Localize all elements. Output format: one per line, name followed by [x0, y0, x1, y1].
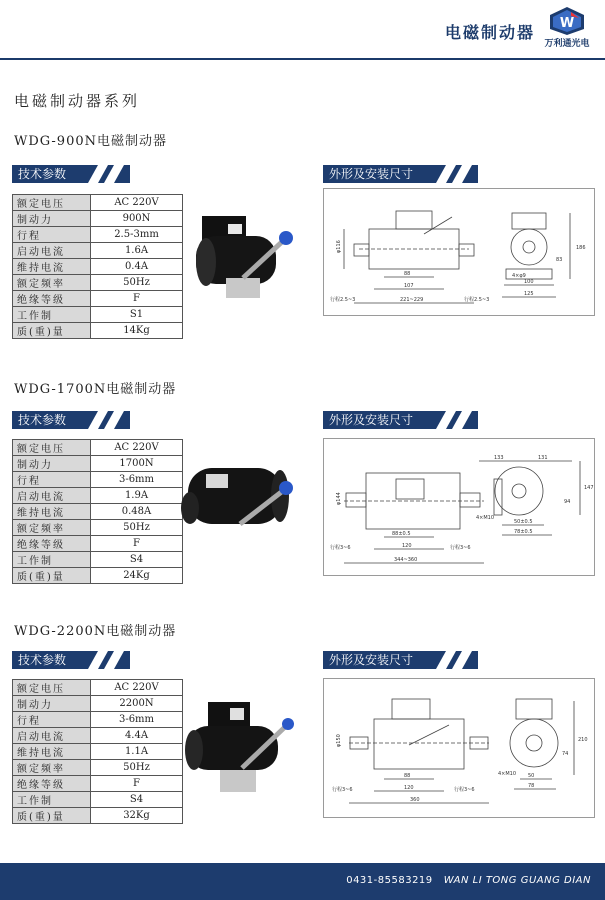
dim-label: 360 [410, 797, 420, 803]
svg-text:W: W [559, 16, 575, 31]
drawing-svg [324, 439, 596, 577]
stripes-icon [430, 165, 478, 183]
dim-label: 344~360 [394, 557, 418, 563]
spec-row [13, 552, 183, 568]
dim-label: 行程2.5~3 [464, 297, 490, 303]
logo-icon [541, 6, 593, 36]
spec-value: S1 [91, 307, 183, 323]
dim-label: 107 [404, 283, 414, 289]
dim-band [323, 411, 478, 429]
spec-table [12, 194, 183, 339]
footer-contact [346, 875, 591, 886]
spec-value: 2.5-3mm [91, 227, 183, 243]
spec-row [13, 696, 183, 712]
product-section-1700n [0, 378, 605, 598]
spec-value: 0.48A [91, 504, 183, 520]
dim-label: 行程3~6 [450, 545, 471, 551]
spec-row [13, 536, 183, 552]
spec-value: S4 [91, 552, 183, 568]
spec-value: AC 220V [91, 195, 183, 211]
dim-label: 4×φ9 [512, 273, 526, 279]
spec-value: 14Kg [91, 323, 183, 339]
spec-row [13, 227, 183, 243]
brand-logo [541, 6, 593, 50]
dimension-drawing [323, 438, 595, 576]
dim-label: 78 [528, 783, 535, 789]
spec-key: 绝缘等级 [13, 776, 91, 792]
spec-table [12, 439, 183, 584]
dim-label: 行程3~6 [332, 787, 353, 793]
spec-value: F [91, 536, 183, 552]
dim-label: φ144 [336, 492, 342, 505]
dim-label: 186 [576, 245, 586, 251]
spec-value: 50Hz [91, 520, 183, 536]
dim-label: 88 [404, 271, 411, 277]
dim-label: 125 [524, 291, 534, 297]
model-title: WDG-1700N电磁制动器 [14, 382, 177, 397]
spec-value: 2200N [91, 696, 183, 712]
dim-label: 88 [404, 773, 411, 779]
dim-label: 78±0.5 [514, 529, 533, 535]
dim-label: 120 [402, 543, 412, 549]
page-title: 电磁制动器系列 [14, 92, 141, 110]
page-header [0, 0, 605, 58]
brake-photo [188, 208, 300, 308]
spec-row [13, 456, 183, 472]
spec-value: 32Kg [91, 808, 183, 824]
spec-row [13, 440, 183, 456]
product-section-2200n [0, 620, 605, 840]
spec-row [13, 211, 183, 227]
spec-band-label: 技术参数 [18, 413, 67, 427]
dim-label: 4×M10 [476, 515, 495, 521]
spec-key: 启动电流 [13, 728, 91, 744]
spec-row [13, 195, 183, 211]
dim-band-label: 外形及安装尺寸 [329, 653, 414, 667]
dim-label: 50 [528, 773, 535, 779]
spec-table [12, 679, 183, 824]
spec-band [12, 411, 130, 429]
spec-value: 0.4A [91, 259, 183, 275]
spec-key: 质(重)量 [13, 568, 91, 584]
spec-band-label: 技术参数 [18, 653, 67, 667]
spec-row [13, 760, 183, 776]
drawing-svg [324, 679, 596, 819]
dim-label: 83 [556, 257, 563, 263]
dim-label: 行程3~6 [330, 545, 351, 551]
spec-row [13, 680, 183, 696]
page-footer [0, 863, 605, 900]
spec-key: 维持电流 [13, 259, 91, 275]
brake-photo [176, 460, 302, 546]
spec-value: 50Hz [91, 275, 183, 291]
spec-value: 900N [91, 211, 183, 227]
dim-label: 74 [562, 751, 569, 757]
spec-key: 维持电流 [13, 744, 91, 760]
spec-row [13, 323, 183, 339]
spec-key: 质(重)量 [13, 323, 91, 339]
spec-value: 1.6A [91, 243, 183, 259]
dim-band-label: 外形及安装尺寸 [329, 167, 414, 181]
spec-key: 工作制 [13, 307, 91, 323]
dim-label: 221~229 [400, 297, 424, 303]
spec-key: 行程 [13, 712, 91, 728]
dim-label: 131 [538, 455, 548, 461]
dim-label: 行程2.5~3 [330, 297, 356, 303]
dim-label: 210 [578, 737, 588, 743]
spec-key: 额定电压 [13, 195, 91, 211]
spec-key: 行程 [13, 472, 91, 488]
spec-key: 启动电流 [13, 488, 91, 504]
stripes-icon [82, 165, 130, 183]
dimension-drawing [323, 188, 595, 316]
spec-key: 维持电流 [13, 504, 91, 520]
dim-label: 120 [404, 785, 414, 791]
spec-value: 3-6mm [91, 472, 183, 488]
spec-row [13, 504, 183, 520]
spec-key: 质(重)量 [13, 808, 91, 824]
spec-row [13, 808, 183, 824]
spec-row [13, 275, 183, 291]
dim-band-label: 外形及安装尺寸 [329, 413, 414, 427]
spec-key: 启动电流 [13, 243, 91, 259]
spec-row [13, 792, 183, 808]
spec-value: 1.1A [91, 744, 183, 760]
stripes-icon [82, 411, 130, 429]
dim-label: 133 [494, 455, 504, 461]
model-title: WDG-2200N电磁制动器 [14, 624, 177, 639]
spec-key: 额定频率 [13, 275, 91, 291]
dim-label: 行程3~6 [454, 787, 475, 793]
spec-value: 1.9A [91, 488, 183, 504]
spec-value: 4.4A [91, 728, 183, 744]
spec-key: 额定频率 [13, 760, 91, 776]
spec-key: 额定电压 [13, 440, 91, 456]
spec-key: 工作制 [13, 792, 91, 808]
spec-value: 24Kg [91, 568, 183, 584]
dim-label: 100 [524, 279, 534, 285]
spec-key: 制动力 [13, 211, 91, 227]
footer-phone: 0431-85583219 [346, 875, 433, 886]
dim-label: φ150 [336, 734, 342, 747]
spec-row [13, 744, 183, 760]
spec-value: F [91, 291, 183, 307]
spec-row [13, 243, 183, 259]
brake-photo [180, 696, 302, 798]
spec-key: 绝缘等级 [13, 291, 91, 307]
dim-band [323, 165, 478, 183]
spec-row [13, 568, 183, 584]
dim-label: 94 [564, 499, 571, 505]
spec-value: AC 220V [91, 440, 183, 456]
spec-row [13, 259, 183, 275]
spec-row [13, 472, 183, 488]
spec-row [13, 520, 183, 536]
spec-key: 工作制 [13, 552, 91, 568]
spec-value: 1700N [91, 456, 183, 472]
spec-key: 制动力 [13, 456, 91, 472]
dim-label: 4×M10 [498, 771, 517, 777]
stripes-icon [430, 651, 478, 669]
drawing-svg [324, 189, 596, 317]
spec-row [13, 307, 183, 323]
dim-label: 88±0.5 [392, 531, 411, 537]
spec-key: 行程 [13, 227, 91, 243]
spec-band-label: 技术参数 [18, 167, 67, 181]
dimension-drawing [323, 678, 595, 818]
spec-value: 50Hz [91, 760, 183, 776]
spec-row [13, 712, 183, 728]
header-divider [0, 58, 605, 60]
spec-value: 3-6mm [91, 712, 183, 728]
stripes-icon [430, 411, 478, 429]
spec-value: S4 [91, 792, 183, 808]
brand-name: 万利通光电 [544, 39, 590, 49]
footer-company: WAN LI TONG GUANG DIAN [443, 875, 591, 886]
dim-label: φ116 [336, 240, 342, 253]
spec-band [12, 651, 130, 669]
spec-key: 额定频率 [13, 520, 91, 536]
stripes-icon [82, 651, 130, 669]
model-title: WDG-900N电磁制动器 [14, 134, 167, 149]
spec-key: 额定电压 [13, 680, 91, 696]
spec-band [12, 165, 130, 183]
spec-value: F [91, 776, 183, 792]
header-title: 电磁制动器 [444, 23, 535, 42]
dim-label: 147 [584, 485, 594, 491]
spec-key: 绝缘等级 [13, 536, 91, 552]
spec-row [13, 291, 183, 307]
spec-key: 制动力 [13, 696, 91, 712]
spec-row [13, 728, 183, 744]
spec-row [13, 776, 183, 792]
product-section-900n [0, 130, 605, 350]
dim-band [323, 651, 478, 669]
dim-label: 50±0.5 [514, 519, 533, 525]
spec-row [13, 488, 183, 504]
spec-value: AC 220V [91, 680, 183, 696]
